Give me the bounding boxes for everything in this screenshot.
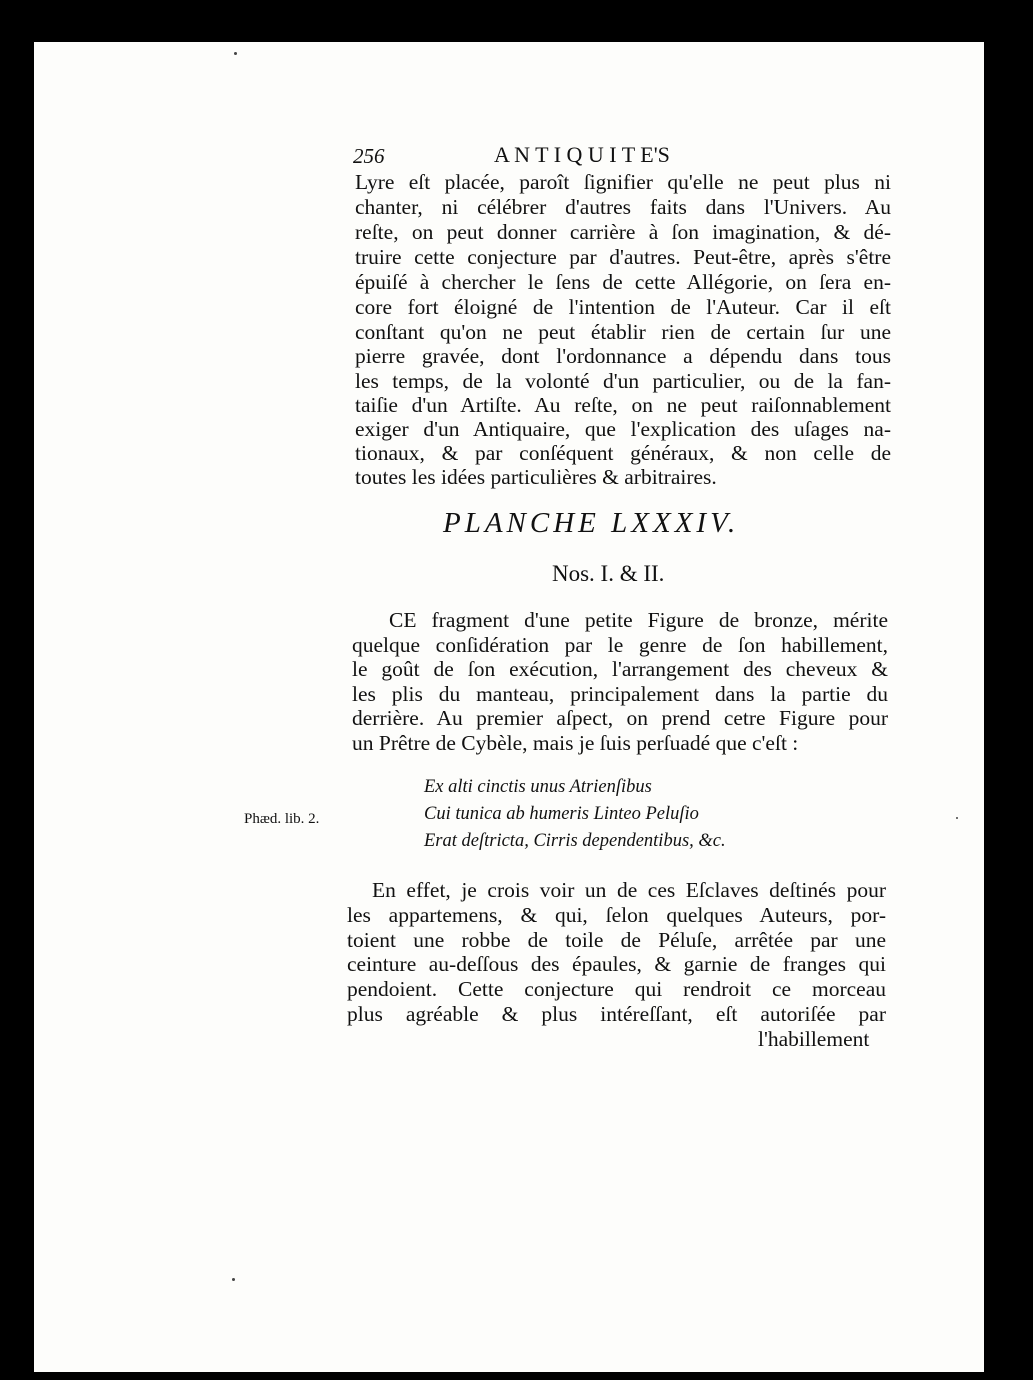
catchword: l'habillement (758, 1027, 870, 1051)
text-line: plus agréable & plus intéreſſant, eſt autoriſée par (347, 1002, 886, 1026)
book-page (34, 42, 984, 1372)
text-line: toutes les idées particulières & arbitraires. (355, 465, 717, 489)
text-line: quelque conſidération par le genre de ſon habillement, (352, 633, 888, 657)
text-line: les plis du manteau, principalement dans la partie du (352, 682, 888, 706)
margin-note: Phæd. lib. 2. (244, 811, 320, 827)
text-line: derrière. Au premier aſpect, on prend cetre Figure pour (352, 706, 888, 730)
plate-numbers: Nos. I. & II. (552, 561, 665, 586)
text-line: chanter, ni célébrer d'autres faits dans l'Univers. Au (355, 195, 891, 219)
text-line: CE fragment d'une petite Figure de bronze, mérite (389, 608, 888, 632)
text-line: les appartemens, & qui, ſelon quelques Auteurs, por- (347, 903, 886, 927)
text-line: les temps, de la volonté d'un particulier, ou de la fan- (355, 369, 891, 393)
text-line: core fort éloigné de l'intention de l'Auteur. Car il eſt (355, 295, 891, 319)
verse-line: Cui tunica ab humeris Linteo Peluſio (424, 804, 699, 824)
text-line: exiger d'un Antiquaire, que l'explication des uſages na- (355, 417, 891, 441)
text-line: truire cette conjecture par d'autres. Peut-être, après s'être (355, 245, 891, 269)
text-line: conſtant qu'on ne peut établir rien de certain ſur une (355, 320, 891, 344)
text-line: reſte, on peut donner carrière à ſon imagination, & dé- (355, 220, 891, 244)
scan-speck (234, 52, 237, 55)
text-line: ceinture au-deſſous des épaules, & garnie de franges qui (347, 952, 886, 976)
scan-speck (232, 1278, 235, 1281)
scan-speck (956, 817, 958, 819)
text-line: épuiſé à chercher le ſens de cette Allégorie, on ſera en- (355, 270, 891, 294)
text-line: pendoient. Cette conjecture qui rendroit ce morceau (347, 977, 886, 1001)
text-line: un Prêtre de Cybèle, mais je ſuis perſuadé que c'eſt : (352, 731, 799, 755)
plate-title: PLANCHE LXXXIV. (443, 507, 740, 539)
page-number: 256 (353, 144, 385, 168)
verse-line: Erat deſtricta, Cirris dependentibus, &c. (424, 831, 726, 851)
text-line: En effet, je crois voir un de ces Eſclaves deſtinés pour (372, 878, 886, 902)
text-line: toient une robbe de toile de Péluſe, arrêtée par une (347, 928, 886, 952)
text-line: Lyre eſt placée, paroît ſignifier qu'elle ne peut plus ni (355, 170, 891, 194)
text-line: le goût de ſon exécution, l'arrangement des cheveux & (352, 657, 888, 681)
running-title: A N T I Q U I T E'S (494, 142, 670, 167)
text-line: pierre gravée, dont l'ordonnance a dépendu dans tous (355, 344, 891, 368)
text-line: taiſie d'un Artiſte. Au reſte, on ne peut raiſonnablement (355, 393, 891, 417)
text-line: tionaux, & par conſéquent généraux, & non celle de (355, 441, 891, 465)
verse-line: Ex alti cinctis unus Atrienſibus (424, 777, 652, 797)
